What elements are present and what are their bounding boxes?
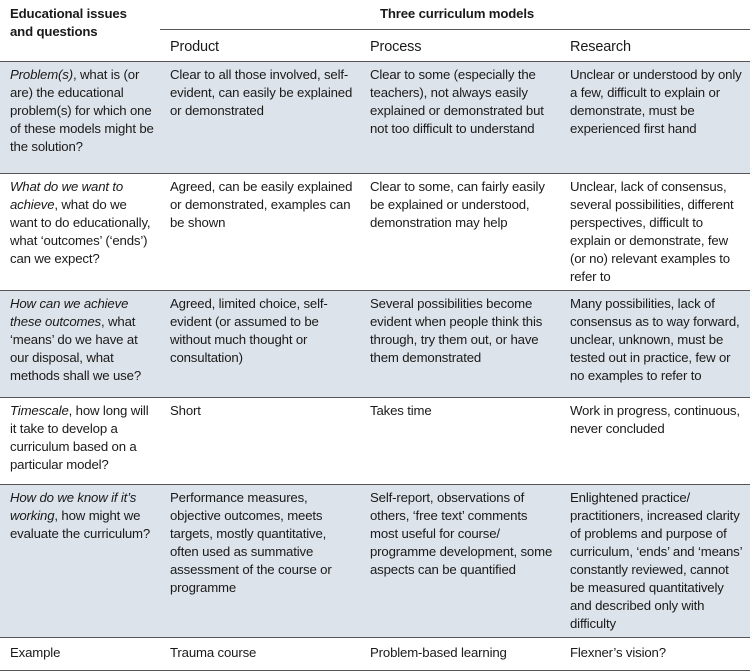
product-cell: Clear to all those involved, self-evident, can easily be explained or demonstrated (160, 62, 360, 174)
product-cell: Trauma course (160, 638, 360, 671)
product-cell: Agreed, can be easily explained or demonstrated, examples can be shown (160, 174, 360, 291)
issue-text: , how long will it take to develop a curriculum based on a particular model? (10, 403, 149, 472)
header-product: Product (160, 30, 360, 62)
table-row-outcomes (0, 291, 750, 398)
header-research: Research (560, 30, 750, 62)
issue-emphasis: How can we achieve these outcomes (10, 296, 129, 329)
issue-emphasis: What do we want to achieve (10, 179, 124, 212)
issue-text: , what ‘means’ do we have at our disposal, what methods shall we use? (10, 314, 141, 383)
product-cell: Short (160, 398, 360, 485)
header-process: Process (360, 30, 560, 62)
header-educational-issues (0, 0, 160, 62)
process-cell: Takes time (360, 398, 560, 485)
header-issues-line2: and questions (10, 24, 98, 39)
header-issues-line1: Educational issues (10, 6, 127, 21)
research-cell: Work in progress, continuous, never concluded (560, 398, 750, 485)
issue-cell (0, 485, 160, 638)
research-cell: Unclear, lack of consensus, several possibilities, different perspectives, difficult to explain or demonstrate, few (or no) relevant examples to refer to (560, 174, 750, 291)
table-row-achieve (0, 174, 750, 291)
issue-text: Example (10, 645, 61, 660)
process-cell: Several possibilities become evident when people think this through, try them out, or have them demonstrated (360, 291, 560, 398)
table-row-timescale (0, 398, 750, 485)
table-row-evaluation (0, 485, 750, 638)
process-cell: Self-report, observations of others, ‘free text’ comments most useful for course/ programme development, some aspects can be quantified (360, 485, 560, 638)
issue-cell (0, 62, 160, 174)
research-cell: Enlightened practice/ practitioners, increased clarity of problems and purpose of curriculum, ‘ends’ and ‘means’ constantly reviewed, cannot be measured quantitatively and described only with difficulty (560, 485, 750, 638)
process-cell: Problem-based learning (360, 638, 560, 671)
process-cell: Clear to some, can fairly easily be explained or understood, demonstration may help (360, 174, 560, 291)
research-cell: Flexner’s vision? (560, 638, 750, 671)
issue-emphasis: Problem(s) (10, 67, 73, 82)
issue-cell (0, 174, 160, 291)
issue-text: , how might we evaluate the curriculum? (10, 508, 151, 541)
process-cell: Clear to some (especially the teachers), not always easily explained or demonstrated but not too difficult to understand (360, 62, 560, 174)
issue-cell (0, 398, 160, 485)
table-row-problems (0, 62, 750, 174)
research-cell: Many possibilities, lack of consensus as to way forward, unclear, unknown, must be tested out in practice, few or no examples to refer to (560, 291, 750, 398)
table-row-example (0, 638, 750, 671)
issue-cell (0, 291, 160, 398)
issue-text: , what is (or are) the educational problem(s) for which one of these models might be the solution? (10, 67, 154, 154)
header-three-curriculum-models: Three curriculum models (160, 0, 750, 30)
issue-cell (0, 638, 160, 671)
product-cell: Agreed, limited choice, self-evident (or assumed to be without much thought or consultation) (160, 291, 360, 398)
issue-text: , what do we want to do educationally, what ‘outcomes’ (‘ends’) can we expect? (10, 197, 151, 266)
issue-emphasis: How do we know if it’s working (10, 490, 137, 523)
product-cell: Performance measures, objective outcomes, meets targets, mostly quantitative, often used as summative assessment of the course or programme (160, 485, 360, 638)
issue-emphasis: Timescale (10, 403, 69, 418)
research-cell: Unclear or understood by only a few, difficult to explain or demonstrate, must be experienced first hand (560, 62, 750, 174)
